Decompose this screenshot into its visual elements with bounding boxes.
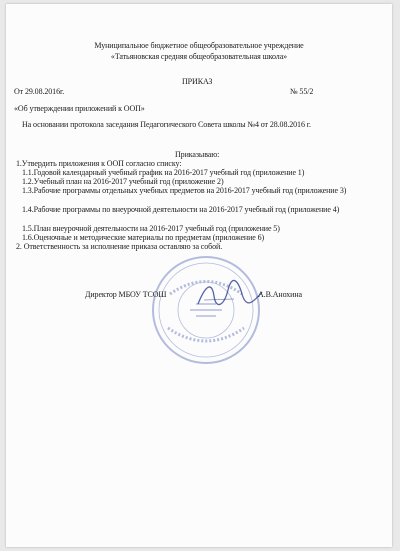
order-date: От 29.08.2016г.: [14, 87, 65, 96]
signatory-position: Директор МБОУ ТСОШ: [85, 290, 167, 299]
order-directive: Приказываю:: [175, 150, 220, 159]
list-item: 1.5.План внеурочной деятельности на 2016-2017 учебный год (приложение 5): [22, 224, 280, 233]
org-name-line1: Муниципальное бюджетное общеобразовательное учреждение: [94, 41, 304, 50]
list-item: 1.6.Оценочные и методические материалы по предметам (приложение 6): [22, 233, 265, 242]
list-item: 2. Ответственность за исполнение приказа оставляю за собой.: [16, 242, 223, 251]
document-page: [6, 4, 392, 547]
signatory-name: А.В.Анохина: [258, 290, 302, 299]
list-item: 1.3.Рабочие программы отдельных учебных предметов на 2016-2017 учебный год (приложение 3): [22, 186, 347, 195]
document-title: ПРИКАЗ: [182, 77, 213, 86]
list-item: 1.4.Рабочие программы по внеурочной деятельности на 2016-2017 учебный год (приложение 4): [22, 205, 340, 214]
list-item: 1.1.Годовой календарный учебный график на 2016-2017 учебный год (приложение 1): [22, 168, 305, 177]
order-basis: На основании протокола заседания Педагогического Совета школы №4 от 28.08.2016 г.: [22, 120, 311, 129]
order-subject: «Об утверждении приложений к ООП»: [14, 104, 145, 113]
list-item: 1.2.Учебный план на 2016-2017 учебный год (приложение 2): [22, 177, 224, 186]
org-name-line2: «Татьяновская средняя общеобразовательная школа»: [110, 52, 288, 61]
handwritten-signature-icon: [194, 274, 266, 314]
list-item: 1.Утвердить приложения к ООП согласно списку:: [16, 159, 182, 168]
order-number: № 55/2: [290, 87, 314, 96]
